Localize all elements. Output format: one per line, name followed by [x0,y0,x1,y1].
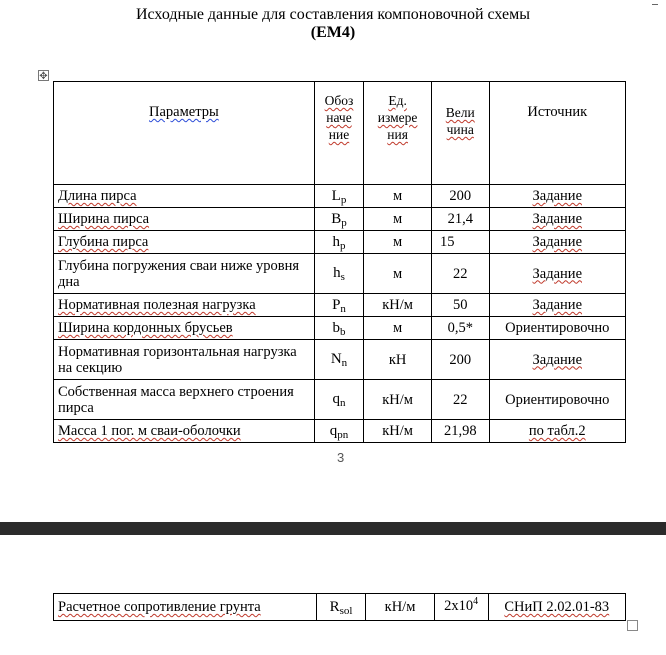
cell-symbol: $L_p$ [314,185,364,208]
cell-param: Ширина кордонных брусьев [54,317,315,340]
cell-value: 15 [431,231,489,254]
cell-unit: м [364,231,432,254]
cell-source: Задание [489,185,625,208]
table-move-handle-icon[interactable]: ✥ [39,71,48,82]
cell-value: 22 [431,380,489,420]
cell-param: Глубина погружения сваи ниже уровня дна [54,254,315,294]
table-row [54,420,626,443]
cell-unit: м [364,185,432,208]
table-row [54,340,626,380]
table-row [54,231,626,254]
cell-param: Ширина пирса [54,208,315,231]
cell-unit: м [364,317,432,340]
page-break-separator [0,522,666,535]
cell-unit: кН/м [366,594,434,621]
cell-symbol: $N_n$ [314,340,364,380]
cell-unit: кН/м [364,294,432,317]
cell-param: Глубина пирса [54,231,315,254]
header-value: Вели чина [431,82,489,185]
cell-source: Задание [489,208,625,231]
cell-unit: кН [364,340,432,380]
cell-unit: кН/м [364,380,432,420]
cell-source: СНиП 2.02.01-83 [488,594,625,621]
cell-source: Задание [489,231,625,254]
cell-symbol: $h_p$ [314,231,364,254]
cell-source: Ориентировочно [489,317,625,340]
cell-source: Задание [489,254,625,294]
cell-param: Собственная масса верхнего строения пирса [54,380,315,420]
table-row [54,317,626,340]
cell-symbol: $h_s$ [314,254,364,294]
cell-value: 200 [431,340,489,380]
table-row [54,380,626,420]
parameters-table [53,81,626,443]
cell-symbol: $q_n$ [314,380,364,420]
parameters-table-continued [53,593,626,621]
cell-value: 21,4 [431,208,489,231]
cell-unit: м [364,254,432,294]
cell-value: 22 [431,254,489,294]
cell-source: Задание [489,294,625,317]
header-parameters: Параметры [54,82,315,185]
cell-value: 200 [431,185,489,208]
cell-param: Нормативная полезная нагрузка [54,294,315,317]
cell-unit: кН/м [364,420,432,443]
cell-param: Длина пирса [54,185,315,208]
cell-symbol: $R_{sol}$ [316,594,366,621]
document-subtitle: (ЕМ4) [310,24,356,41]
cell-value: 50 [431,294,489,317]
cell-symbol: $q_{pn}$ [314,420,364,443]
header-symbol: Обоз наче ние [314,82,364,185]
table-row [54,294,626,317]
page-corner-mark [652,0,658,5]
table-row [54,254,626,294]
header-source: Источник [489,82,625,185]
cell-value: 21,98 [431,420,489,443]
cell-unit: м [364,208,432,231]
cell-param: Нормативная горизонтальная нагрузка на секцию [54,340,315,380]
table-row [54,594,626,621]
cell-symbol: $P_n$ [314,294,364,317]
cell-source: по табл.2 [489,420,625,443]
header-unit: Ед. измере ния [364,82,432,185]
table-header-row [54,82,626,185]
cell-value: $2x10^4$ [434,594,488,621]
cell-symbol: $b_b$ [314,317,364,340]
cell-source: Ориентировочно [489,380,625,420]
table-resize-handle[interactable] [627,620,638,631]
table-row [54,208,626,231]
cell-param: Масса 1 пог. м сваи-оболочки [54,420,315,443]
document-title: Исходные данные для составления компоновочной схемы [135,6,530,23]
cell-param: Расчетное сопротивление грунта [54,594,317,621]
cell-source: Задание [489,340,625,380]
page-number: 3 [337,450,345,465]
table-row [54,185,626,208]
cell-symbol: $B_p$ [314,208,364,231]
cell-value: 0,5* [431,317,489,340]
